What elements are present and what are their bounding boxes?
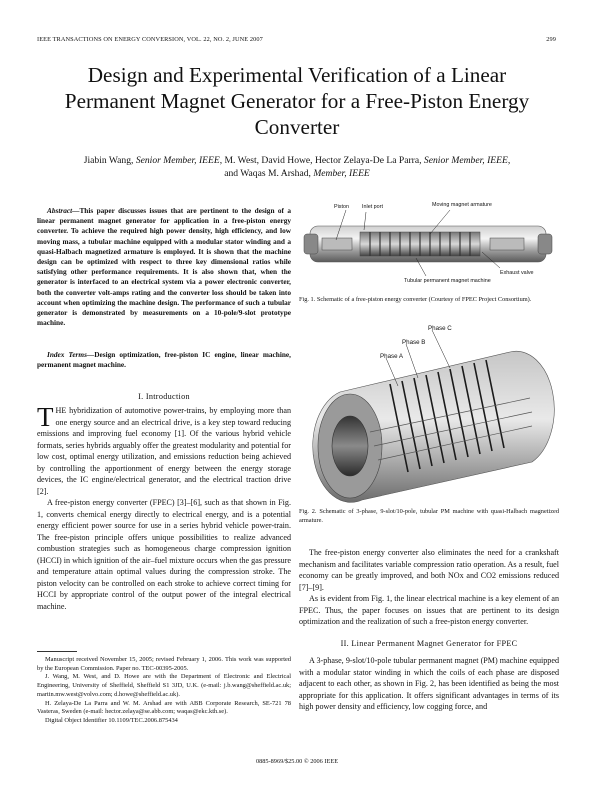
label-exhaust-valve: Exhaust valve: [500, 270, 534, 276]
author-membership: Senior Member, IEEE,: [423, 155, 511, 166]
right-paragraph-3: A 3-phase, 9-slot/10-pole tubular permanent magnet (PM) machine equipped with a modular stator winding in which the coils of each phase are disposed adjacent to each other, as shown in Fig. 2, has been identified as being the most appropriate for this application. It offers significant advantages in terms of its high power density and efficiency, low cogging force, and: [299, 656, 559, 711]
section-heading-linear-pm-generator: II. Linear Permanent Magnet Generator for FPEC: [340, 638, 518, 648]
figure-2-tubular-pm-machine: [300, 322, 558, 506]
figure-2-caption: Fig. 2. Schematic of 3-phase, 9-slot/10-pole, tubular PM machine with quasi-Halbach magnetized armature.: [299, 508, 559, 524]
abstract: [37, 206, 291, 328]
footnote-received: Manuscript received November 15, 2005; revised February 1, 2006. This work was supported by the European Commission. Paper no. TEC-00395-2005.: [37, 656, 291, 672]
index-terms: [37, 350, 291, 370]
label-phase-c: Phase C: [428, 325, 452, 332]
figure-1-free-piston-schematic: [300, 196, 558, 292]
author-membership: Member, IEEE: [313, 168, 370, 179]
label-inlet-port: Inlet port: [362, 204, 383, 210]
running-header: IEEE TRANSACTIONS ON ENERGY CONVERSION, VOL. 22, NO. 2, JUNE 2007: [37, 36, 263, 43]
abstract-text: —This paper discusses issues that are pertinent to the design of a linear permanent magnet generator for application in a free-piston energy converter. To achieve the required high power density, high efficiency, and low moving mass, a tubular machine equipped with a modular stator winding and a quasi-Halbach magnetized armature is employed. It is shown that the machine design can be optimized with respect to three key dimensional ratios while satisfying other performance requirements. It is also shown that, when the generator is interfaced to an electrical system via a power electronic converter, both the converter volt-amps rating and the converter loss should be taken into account when optimizing the machine design. The performance of such a tubular generator is demonstrated by measurements on a 10-pole/9-slot prototype machine.: [37, 206, 291, 328]
introduction-body: [37, 402, 291, 612]
label-phase-a: Phase A: [380, 353, 404, 360]
right-paragraph-1: The free-piston energy converter also eliminates the need for a crankshaft mechanism and facilitates variable compression ratio operation. As a result, fuel economy can be greatly improved, and both NOx and CO2 emissions reduced [7]–[9].: [299, 548, 559, 592]
index-terms-text: —Design optimization, free-piston IC engine, linear machine, permanent magnet machine.: [37, 350, 291, 370]
label-piston: Piston: [334, 204, 349, 210]
index-terms-label: Index Terms: [47, 350, 87, 359]
footnote-affiliation-1: J. Wang, M. West, and D. Howe are with the Department of Electronic and Electrical Engineering, University of Sheffield, Sheffield S1 3JD, U.K. (e-mail: j.b.wang@sheffield.ac.uk; martin.mw.west@volvo.com; d.howe@sheffield.ac.uk).: [37, 673, 291, 698]
author-text: and Waqas M. Arshad,: [224, 168, 314, 179]
page-number: 299: [546, 36, 556, 43]
intro-paragraph-1: [37, 402, 291, 497]
author-text: Jiabin Wang,: [83, 155, 136, 166]
label-tubular-pm: Tubular permanent magnet machine: [404, 278, 491, 284]
label-moving-armature: Moving magnet armature: [432, 202, 492, 208]
right-paragraph-2: As is evident from Fig. 1, the linear electrical machine is a key element of an FPEC. Thus, the paper focuses on issues that are pertinent to its design optimization and the realization of such a free-piston energy converter.: [299, 594, 559, 626]
author-membership: Senior Member, IEEE: [135, 155, 220, 166]
author-line-1: [40, 154, 554, 167]
footnote-affiliation-2: H. Zelaya-De La Parra and W. M. Arshad are with ABB Corporate Research, SE-721 78 Vasteras, Sweden (e-mail: hector.zelaya@se.abb.com; waqas@ekc.kth.se).: [37, 699, 291, 716]
abstract-label: Abstract: [47, 206, 73, 215]
intro-paragraph-2: A free-piston energy converter (FPEC) [3]–[6], such as that shown in Fig. 1, converts chemical energy directly to electrical energy, and is a potential energy efficient power source for use in a series hybrid vehicle power-train. The free-piston principle offers unique possibilities to realize advanced combustion strategies such as homogeneous charge compression ignition (HCCI) in which ignition of the air–fuel mixture occurs when the gas pressure and temperature attain optimal values during the compression stroke. The piston velocity can be controlled on each stroke to achieve correct timing for HCCI by appropriate control of the output power of the integral electrical machine.: [37, 498, 291, 611]
footnote-rule: [37, 651, 77, 652]
copyright-footer: 0885-8969/$25.00 © 2006 IEEE: [255, 758, 339, 765]
author-list: [40, 154, 554, 180]
label-phase-b: Phase B: [402, 339, 426, 346]
right-column-body: [299, 547, 559, 713]
paper-title: Design and Experimental Verification of a Linear Permanent Magnet Generator for a Free-Piston Energy Converter: [64, 63, 530, 139]
drop-cap: T: [37, 402, 54, 432]
author-text: , M. West, David Howe, Hector Zelaya-De La Parra,: [219, 155, 424, 166]
figure-1-caption: Fig. 1. Schematic of a free-piston energy converter (Courtesy of FPEC Project Consortium).: [299, 296, 532, 303]
section-heading-introduction: I. Introduction: [138, 392, 190, 401]
intro-paragraph-1-text: HE hybridization of automotive power-trains, by employing more than one energy source and an electrical drive, is a key step toward reducing emissions and improving fuel economy [1]. Of the various hybrid vehicle formats, series hybrids arguably offer the greatest modularity and potential for low cost, optimal energy utilization, and emissions reduction being achieved by controlling the apportionment of energy between the energy storage devices, the IC engine/electrical generator, and the electrical traction drive [2].: [37, 406, 291, 496]
footnote-doi: Digital Object Identifier 10.1109/TEC.2006.875434: [45, 716, 178, 724]
author-line-2: [40, 167, 554, 180]
footnotes: [37, 656, 291, 726]
